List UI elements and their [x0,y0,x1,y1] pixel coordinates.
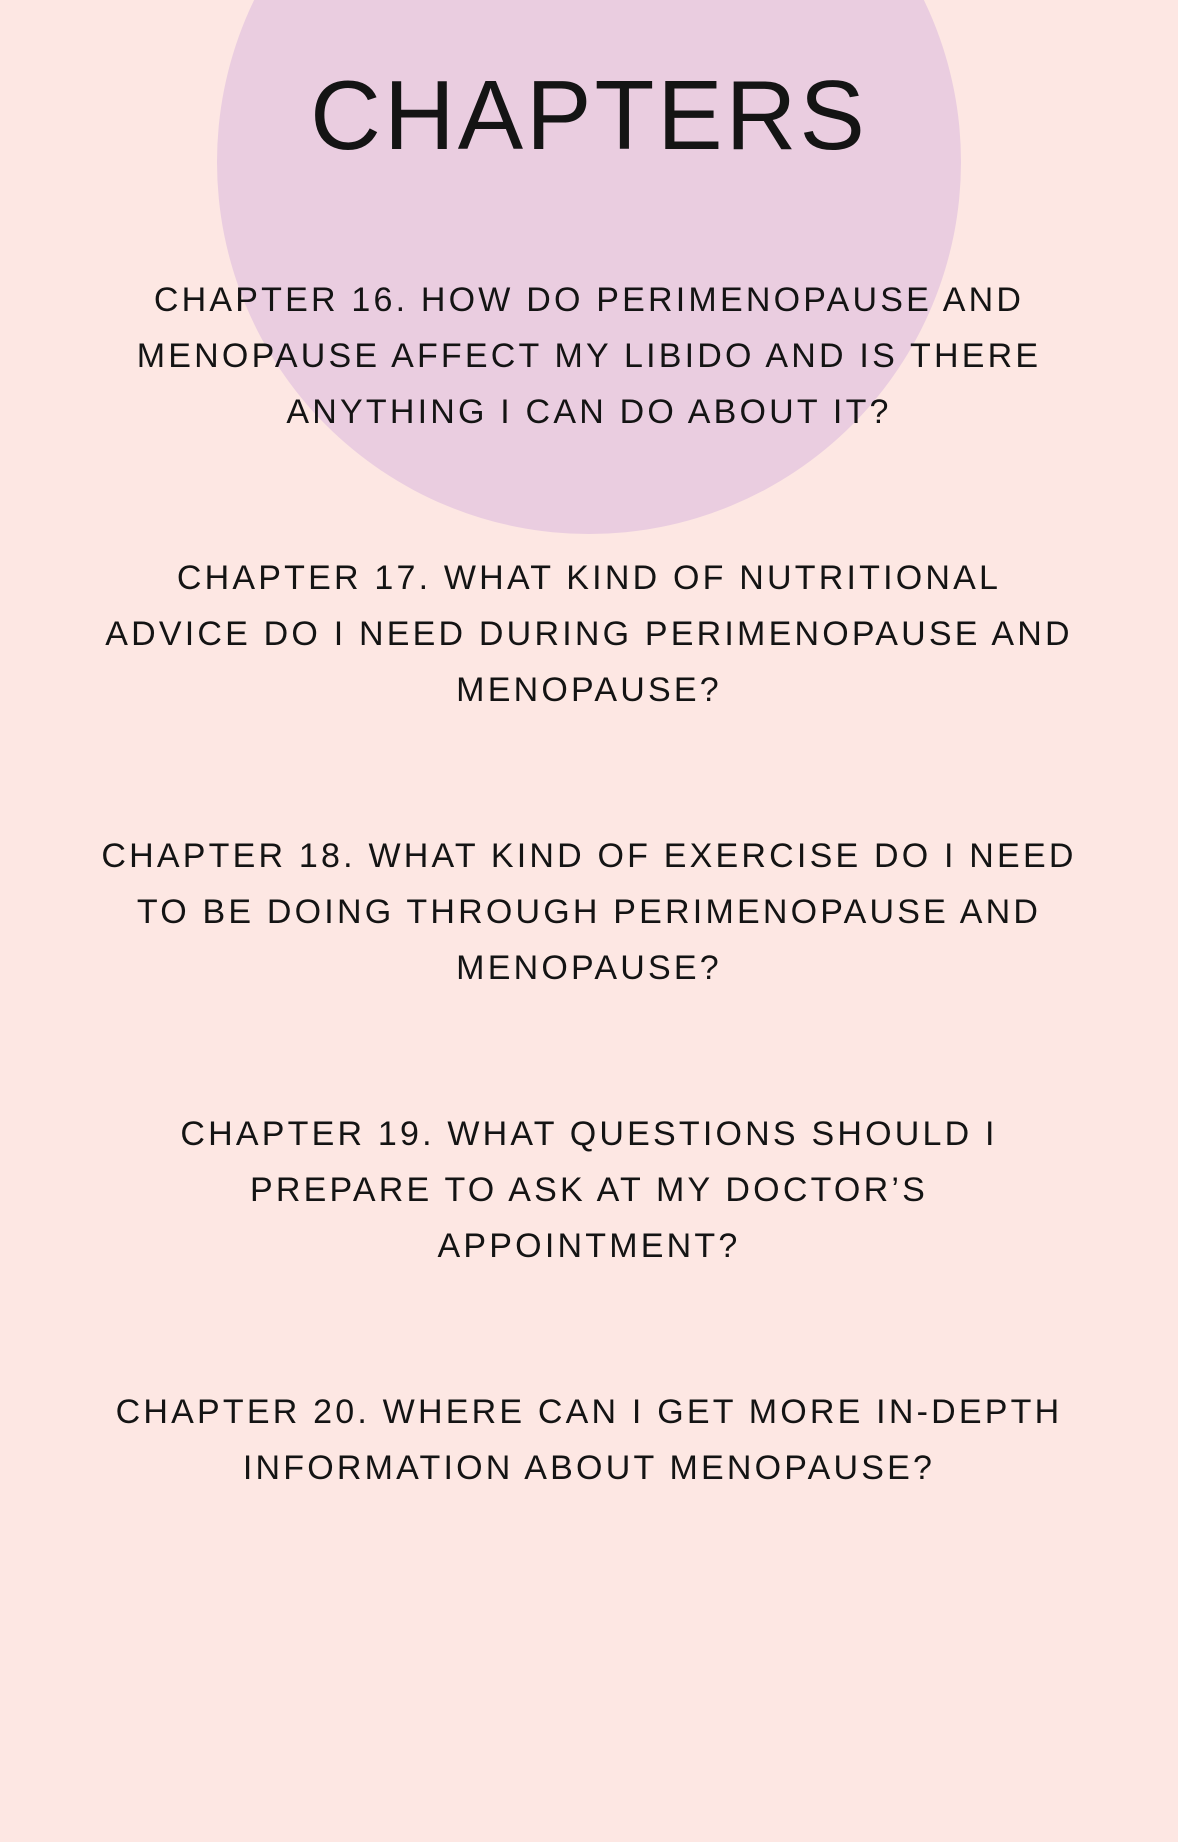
page-title: CHAPTERS [310,60,868,170]
chapter-16-item: CHAPTER 16. HOW DO PERIMENOPAUSE AND MENOPAUSE AFFECT MY LIBIDO AND IS THERE ANYTHING I CAN DO ABOUT IT? [136,281,1042,431]
chapter-18-item: CHAPTER 18. WHAT KIND OF EXERCISE DO I NEED TO BE DOING THROUGH PERIMENOPAUSE AND MENOPAUSE? [101,837,1077,987]
chapter-20-item: CHAPTER 20. WHERE CAN I GET MORE IN-DEPTH INFORMATION ABOUT MENOPAUSE? [115,1393,1063,1487]
chapter-19-item: CHAPTER 19. WHAT QUESTIONS SHOULD I PREPARE TO ASK AT MY DOCTOR’S APPOINTMENT? [180,1115,998,1265]
chapter-list [100,272,1078,1606]
chapter-17-item: CHAPTER 17. WHAT KIND OF NUTRITIONAL ADVICE DO I NEED DURING PERIMENOPAUSE AND MENOPAUSE? [105,559,1073,709]
